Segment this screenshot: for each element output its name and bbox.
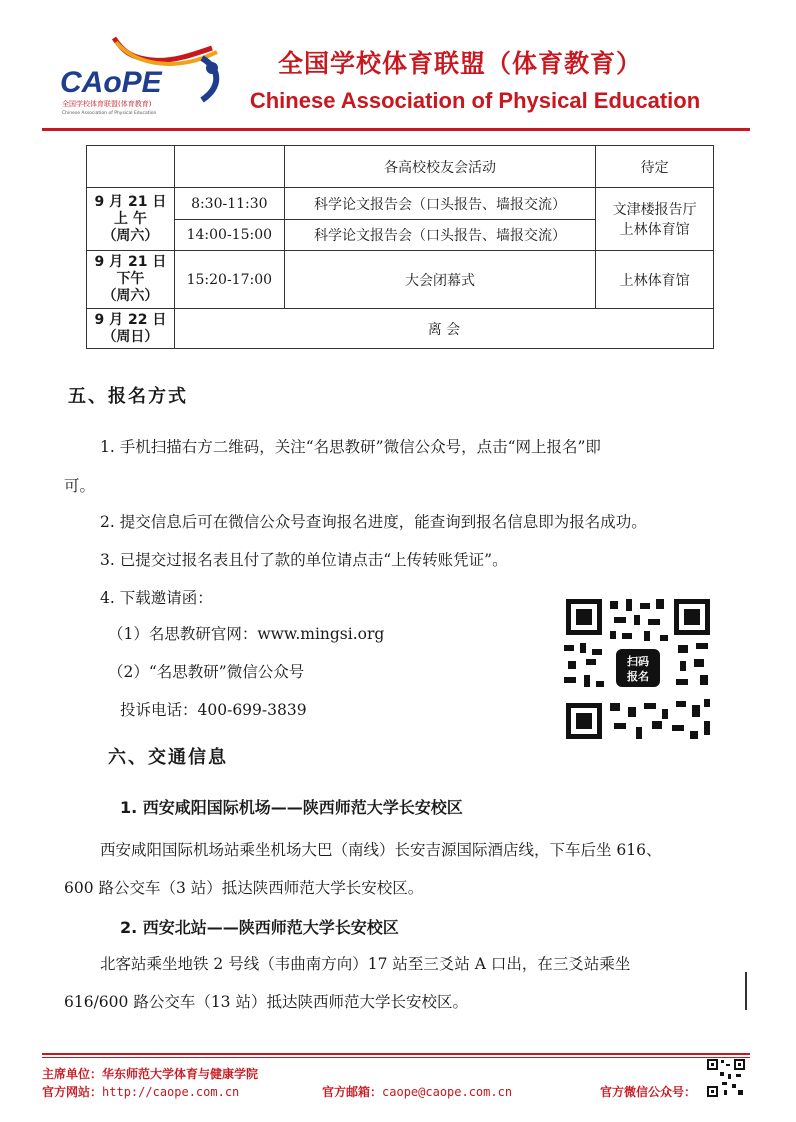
footer-site-label: 官方网站：	[42, 1085, 103, 1099]
table-row	[87, 188, 714, 220]
section6-heading: 六、交通信息	[108, 747, 228, 768]
table-cell	[87, 146, 175, 188]
logo-caption-en: Chinese Association of Physical Education	[62, 111, 157, 116]
table-cell-venue: 上林体育馆	[596, 251, 714, 309]
table-cell: 各高校校友会活动	[284, 146, 595, 188]
footer-host	[42, 1065, 258, 1082]
section5-p1a: 1. 手机扫描右方二维码，关注“名思教研”微信公众号，点击“网上报名”即	[100, 438, 601, 456]
footer-email-link[interactable]: caope@caope.com.cn	[382, 1085, 513, 1099]
footer-host-label: 主席单位：	[42, 1067, 103, 1081]
footer-qr-code	[706, 1058, 746, 1098]
venue-line: 文津楼报告厅	[612, 202, 697, 218]
section5-p3: 3. 已提交过报名表且付了款的单位请点击“上传转账凭证”。	[100, 551, 508, 569]
section5-heading: 五、报名方式	[68, 386, 188, 407]
footer-website	[42, 1083, 239, 1100]
qr-code-image	[560, 595, 716, 745]
table-cell: 待定	[596, 146, 714, 188]
qr-label-scan: 扫码	[627, 655, 649, 668]
table-cell-activity: 离 会	[174, 309, 713, 349]
section5-p4: 4. 下载邀请函：	[100, 589, 213, 607]
qr-label-register: 报名	[627, 670, 649, 683]
table-row	[87, 309, 714, 349]
footer-email-label: 官方邮箱：	[322, 1085, 383, 1099]
date-line: 9 月 22 日	[94, 311, 167, 328]
schedule-table	[86, 145, 714, 349]
header-title-cn: 全国学校体育联盟（体育教育）	[277, 49, 642, 78]
table-cell-activity: 科学论文报告会（口头报告、墙报交流）	[284, 188, 595, 220]
table-cell-time: 15:20-17:00	[174, 251, 284, 309]
table-cell-date	[87, 309, 175, 349]
footer-divider-thin	[42, 1057, 750, 1058]
table-cell-date	[87, 251, 175, 309]
footer-host-value: 华东师范大学体育与健康学院	[102, 1067, 259, 1081]
footer-email	[322, 1083, 512, 1100]
table-row	[87, 146, 714, 188]
date-line: （周日）	[102, 328, 159, 345]
date-line: 9 月 21 日	[94, 193, 167, 210]
header-title-en: Chinese Association of Physical Education	[249, 88, 701, 113]
footer-divider	[42, 1053, 750, 1055]
route1-title: 1. 西安咸阳国际机场——陕西师范大学长安校区	[120, 798, 463, 817]
venue-line: 上林体育馆	[619, 222, 690, 238]
text-cursor-bar	[745, 972, 747, 1010]
logo-text: CAoPE	[60, 66, 162, 99]
section5-p5: （1）名思教研官网：www.mingsi.org	[108, 625, 385, 643]
table-cell-time: 14:00-15:00	[174, 220, 284, 251]
route2-line1: 北客站乘坐地铁 2 号线（韦曲南方向）17 站至三爻站 A 口出，在三爻站乘坐	[100, 955, 631, 973]
section5-p1b: 可。	[64, 477, 96, 495]
table-cell	[174, 146, 284, 188]
footer-site-link[interactable]: http://caope.com.cn	[102, 1085, 240, 1099]
table-cell-activity: 大会闭幕式	[284, 251, 595, 309]
section5-p6: （2）“名思教研”微信公众号	[108, 663, 305, 681]
table-row	[87, 251, 714, 309]
route1-line2: 600 路公交车（3 站）抵达陕西师范大学长安校区。	[64, 879, 424, 897]
footer-wechat-label: 官方微信公众号：	[600, 1085, 697, 1099]
table-cell-time: 8:30-11:30	[174, 188, 284, 220]
date-line: 9 月 21 日	[94, 254, 167, 270]
complaint-phone: 投诉电话：400-699-3839	[120, 701, 307, 719]
date-line: （周六）	[102, 227, 159, 244]
section5-p2: 2. 提交信息后可在微信公众号查询报名进度，能查询到报名信息即为报名成功。	[100, 513, 647, 531]
logo-caption: 全国学校体育联盟(体育教育)	[62, 100, 152, 108]
date-line: （周六）	[102, 288, 159, 304]
table-cell-date	[87, 188, 175, 251]
table-cell-venue	[596, 188, 714, 251]
route1-line1: 西安咸阳国际机场站乘坐机场大巴（南线）长安吉源国际酒店线，下车后坐 616、	[100, 841, 662, 859]
table-cell-activity: 科学论文报告会（口头报告、墙报交流）	[284, 220, 595, 251]
route2-line2: 616/600 路公交车（13 站）抵达陕西师范大学长安校区。	[64, 993, 468, 1011]
header-divider	[42, 128, 750, 131]
caope-logo	[52, 30, 232, 120]
date-line: 下午	[116, 271, 145, 287]
date-line: 上 午	[114, 210, 147, 227]
route2-title: 2. 西安北站——陕西师范大学长安校区	[120, 918, 399, 937]
